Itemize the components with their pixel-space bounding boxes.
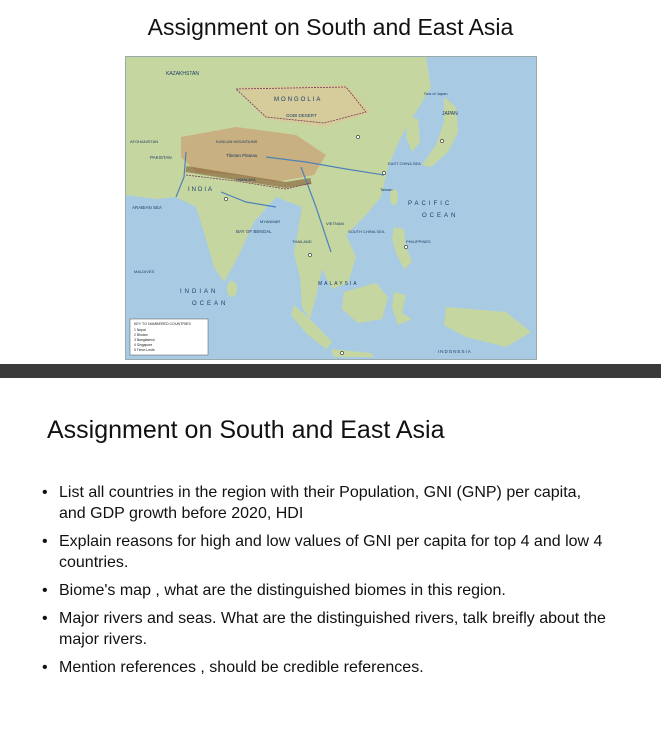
label-indian: INDIAN [180, 289, 219, 295]
city-marker [356, 135, 359, 138]
label-sea-of-japan: Sea of Japan [424, 91, 448, 96]
bullet-item: • Major rivers and seas. What are the distinguished rivers, talk breifly about the major rivers. [42, 610, 606, 648]
label-indonesia: INDONESIA [438, 349, 472, 354]
map-key-item: 4 Singapore [134, 343, 153, 347]
city-marker [440, 139, 443, 142]
city-marker [340, 351, 343, 354]
label-taiwan: Taiwan [380, 187, 393, 192]
assignment-bullet-list [38, 482, 608, 685]
map-key-title: KEY TO NUMBERED COUNTRIES [134, 322, 191, 326]
label-mongolia: MONGOLIA [274, 97, 323, 103]
map-key-item: 3 Bangladesh [134, 338, 155, 342]
city-marker [308, 253, 311, 256]
label-myanmar: MYANMAR [260, 219, 281, 224]
label-pacific: PACIFIC [408, 201, 453, 207]
label-arabian-sea: ARABIAN SEA [132, 205, 163, 210]
label-japan: JAPAN [442, 111, 458, 117]
label-east-china-sea: EAST CHINA SEA [388, 161, 421, 166]
label-afghanistan: AFGHANISTAN [130, 139, 159, 144]
label-himalaya: HIMALAYA [236, 177, 256, 182]
slide-2-title: Assignment on South and East Asia [47, 416, 445, 444]
slide-2 [0, 378, 661, 744]
south-east-asia-map [125, 56, 537, 360]
label-malaysia: MALAYSIA [318, 281, 359, 287]
label-indian-ocean: OCEAN [192, 301, 229, 307]
label-bay-of-bengal: BAY OF BENGAL [236, 229, 272, 234]
city-marker [404, 245, 407, 248]
label-gobi-desert: GOBI DESERT [286, 113, 317, 118]
label-india: INDIA [188, 187, 215, 193]
label-kunlun-mountains: KUNLUN MOUNTAINS [216, 139, 258, 144]
bullet-dot-icon: • [42, 484, 48, 501]
city-marker [382, 171, 385, 174]
bullet-item: • Mention references , should be credible references. [42, 659, 424, 676]
bullet-dot-icon: • [42, 582, 48, 599]
bullet-item: • List all countries in the region with their Population, GNI (GNP) per capita, and GDP growth before 2020, HDI [42, 484, 582, 522]
label-thailand: THAILAND [292, 239, 312, 244]
map-key-item: 2 Bhutan [134, 333, 148, 337]
bullet-dot-icon: • [42, 533, 48, 550]
label-vietnam: VIETNAM [326, 221, 344, 226]
bullet-item: • Biome's map , what are the distinguished biomes in this region. [42, 582, 506, 599]
slide-divider [0, 364, 661, 378]
label-philippines: PHILIPPINES [406, 239, 431, 244]
map-graphic [126, 57, 536, 359]
label-maldives: MALDIVES [134, 269, 155, 274]
city-marker [224, 197, 227, 200]
label-kazakhstan: KAZAKHSTAN [166, 71, 199, 77]
slide-1-title: Assignment on South and East Asia [147, 14, 514, 40]
map-key-item: 1 Nepal [134, 328, 146, 332]
sri-lanka [227, 281, 237, 297]
bullet-dot-icon: • [42, 610, 48, 627]
label-south-china-sea: SOUTH CHINA SEA [348, 229, 385, 234]
label-tibetan-plateau: Tibetan Plateau [226, 153, 258, 158]
map-key [130, 319, 208, 355]
bullet-item: • Explain reasons for high and low values of GNI per capita for top 4 and low 4 countries. [42, 533, 603, 571]
map-key-item: 5 Timor-Leste [134, 348, 155, 352]
label-pakistan: PAKISTAN [150, 155, 172, 160]
label-pacific-ocean: OCEAN [422, 213, 459, 219]
slide-1 [0, 0, 661, 364]
bullet-dot-icon: • [42, 659, 48, 676]
